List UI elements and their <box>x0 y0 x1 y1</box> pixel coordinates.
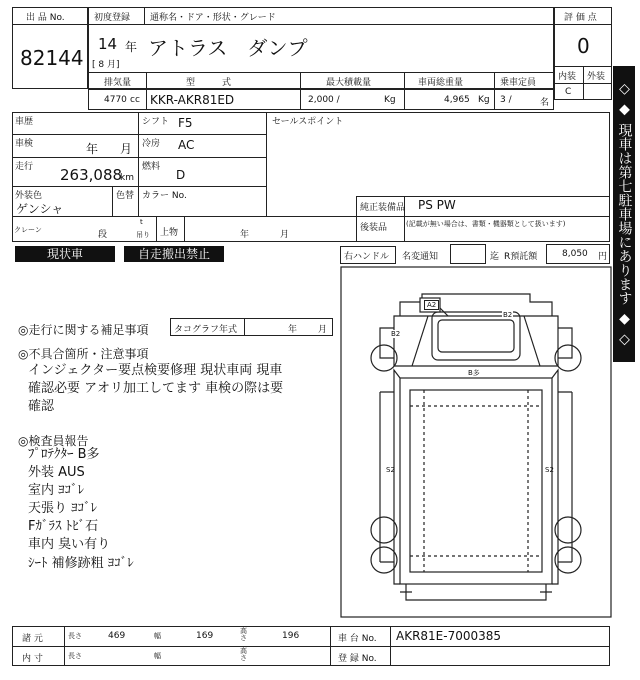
parking-location-banner <box>613 66 635 362</box>
upper-body-month: 月 <box>280 230 290 240</box>
fuel-label: 燃料 <box>142 162 161 172</box>
chassis-value: AKR81E-7000385 <box>396 629 502 643</box>
gross-weight-unit: Kg <box>478 95 490 105</box>
capacity-unit: 名 <box>540 98 550 108</box>
interior-width-label: 幅 <box>154 652 161 660</box>
equipment-label: 純正装備品 <box>360 203 406 213</box>
chassis-label: 車 台 No. <box>338 634 377 644</box>
ac-label: 冷房 <box>142 139 161 149</box>
damage-mark-a2: A2 <box>424 300 439 310</box>
shift-value: F5 <box>178 116 193 130</box>
lot-number-label: 出 品 No. <box>26 13 65 23</box>
interior-grade: C <box>565 87 572 97</box>
displacement-value: 4770 <box>104 95 127 105</box>
capacity-value: 3 / <box>500 95 512 105</box>
fuel-value: D <box>176 168 186 182</box>
rebate-label: R預託額 <box>504 252 538 262</box>
interior-length-label: 長さ <box>68 652 82 660</box>
capacity-label: 乗車定員 <box>500 78 537 88</box>
tachograph-month: 月 <box>318 325 328 335</box>
crane-ton: t <box>140 218 143 226</box>
steering-value: 右ハンドル <box>344 252 390 262</box>
sales-point-label: セールスポイント <box>272 117 344 127</box>
driving-notes-heading: ◎走行に関する補足事項 <box>18 323 149 337</box>
shaken-year-unit: 年 <box>86 142 99 156</box>
color-number-label: カラー No. <box>142 191 187 201</box>
rating-score: 0 <box>577 34 590 58</box>
first-registration-label: 初度登録 <box>94 13 131 23</box>
upper-body-label: 上物 <box>160 228 179 238</box>
gross-weight-label: 車両総重量 <box>418 78 464 88</box>
registration-no-label: 登 録 No. <box>338 654 377 664</box>
rebate-unit: 円 <box>598 252 608 262</box>
history-label: 車歴 <box>15 117 34 127</box>
displacement-label: 排気量 <box>104 78 132 88</box>
mileage-value: 263,088 <box>60 166 123 184</box>
inspector-line: ｼｰﾄ 補修跡粗 ﾖｺﾞﾚ <box>28 556 134 571</box>
exterior-grade-label: 外装 <box>587 72 606 82</box>
width-value: 169 <box>196 631 214 641</box>
shaken-label: 車検 <box>15 139 34 149</box>
banner-arrows-bottom: ◆ ◇ <box>616 311 633 348</box>
registration-month: [ 8 月] <box>92 60 120 70</box>
max-load-value: 2,000 / <box>308 95 340 105</box>
color-change-label: 色替 <box>116 191 135 201</box>
defect-line: 確認 <box>28 399 55 414</box>
damage-mark-b-many: B多 <box>468 369 480 377</box>
length-label: 長さ <box>68 632 82 640</box>
vehicle-damage-diagram <box>340 266 612 618</box>
name-change-box <box>450 244 486 264</box>
inspector-heading: ◎検査員報告 <box>18 434 89 448</box>
defects-heading: ◎不具合箇所・注意事項 <box>18 347 149 361</box>
registration-year: 14 <box>98 35 118 53</box>
tachograph-label: タコグラフ年式 <box>174 325 238 335</box>
upper-body-year: 年 <box>240 230 250 240</box>
vehicle-name: アトラス ダンプ <box>148 36 308 60</box>
width-label: 幅 <box>154 632 161 640</box>
lot-number: 82144 <box>20 46 84 70</box>
damage-mark-s2-right: S2 <box>545 466 554 474</box>
inspector-line: 外装 AUS <box>28 465 85 480</box>
displacement-unit: cc <box>130 95 140 105</box>
color-value: ゲンシャ <box>16 202 64 216</box>
length-value: 469 <box>108 631 126 641</box>
crane-hoist: 吊り <box>136 231 150 239</box>
inspector-line: Fｶﾞﾗｽ ﾄﾋﾞ石 <box>28 519 99 534</box>
rating-label: 評 価 点 <box>564 13 597 23</box>
gross-weight-value: 4,965 <box>444 95 470 105</box>
color-label: 外装色 <box>15 191 43 201</box>
interior-grade-label: 内装 <box>558 72 577 82</box>
crane-stage: 段 <box>98 230 108 240</box>
model-label: 型 式 <box>186 78 232 88</box>
inspector-line: 室内 ﾖｺﾞﾚ <box>28 483 85 498</box>
interior-height-label: 高さ <box>240 647 247 662</box>
inspector-line: ﾌﾟﾛﾃｸﾀｰ B多 <box>28 447 100 462</box>
height-label: 高さ <box>240 627 247 642</box>
damage-mark-b2-right: B2 <box>503 311 513 319</box>
shaken-month-unit: 月 <box>120 142 133 156</box>
rebate-prefix: 迄 <box>490 252 500 262</box>
interior-dims-label: 内 寸 <box>22 654 43 664</box>
model-value: KKR-AKR81ED <box>150 93 235 107</box>
aftermarket-note: (記載が無い場合は、書類・機器類として扱います) <box>406 220 566 228</box>
vehicle-name-label: 通称名・ドア・形状・グレード <box>150 13 276 23</box>
shift-label: シフト <box>142 117 170 127</box>
height-value: 196 <box>282 631 300 641</box>
max-load-label: 最大積載量 <box>326 78 372 88</box>
registration-year-unit: 年 <box>125 40 138 54</box>
current-condition-tag: 現状車 <box>15 246 115 262</box>
max-load-unit: Kg <box>384 95 396 105</box>
name-change-label: 名変通知 <box>402 252 439 262</box>
inspector-line: 天張り ﾖｺﾞﾚ <box>28 501 98 516</box>
defect-line: インジェクター要点検要修理 現状車両 現車 <box>28 363 283 378</box>
equipment-value: PS PW <box>418 198 456 212</box>
crane-label: クレーン <box>14 226 42 234</box>
banner-arrows-top: ◇ ◆ <box>616 80 633 117</box>
mileage-unit: km <box>120 173 134 183</box>
rebate-value: 8,050 <box>562 249 588 259</box>
no-self-drive-tag: 自走搬出禁止 <box>124 246 224 262</box>
mileage-label: 走行 <box>15 162 34 172</box>
defect-line: 確認必要 アオリ加工してます 車検の際は要 <box>28 381 284 396</box>
damage-mark-s2-left: S2 <box>386 466 395 474</box>
banner-message: 現車は第七駐車場にあります <box>616 123 633 305</box>
aftermarket-label: 後装品 <box>360 223 388 233</box>
inspector-line: 車内 臭い有り <box>28 537 111 552</box>
damage-mark-b2-left: B2 <box>391 330 401 338</box>
tachograph-year: 年 <box>288 325 298 335</box>
dims-label: 諸 元 <box>22 634 43 644</box>
ac-value: AC <box>178 138 195 152</box>
